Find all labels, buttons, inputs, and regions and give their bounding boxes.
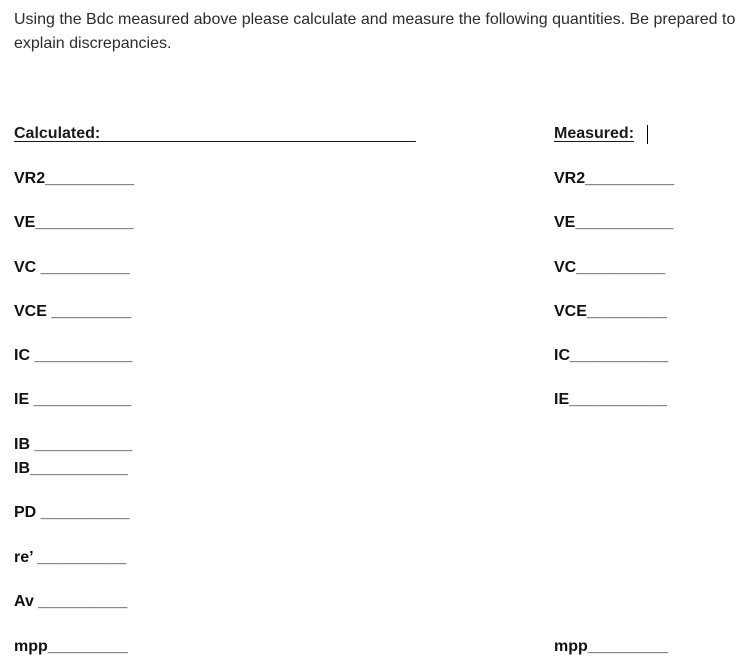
calc-pd-field[interactable]: PD __________ [14, 504, 130, 521]
meas-vce-field[interactable]: VCE_________ [554, 303, 667, 320]
calculated-heading: Calculated: [14, 125, 416, 142]
calc-ve-field[interactable]: VE___________ [14, 214, 134, 231]
meas-ve-field[interactable]: VE___________ [554, 214, 674, 231]
calc-ie-field[interactable]: IE ___________ [14, 391, 132, 408]
calc-av-field[interactable]: Av __________ [14, 593, 128, 610]
text-cursor [647, 125, 648, 144]
calc-vce-field[interactable]: VCE _________ [14, 303, 132, 320]
instructions-paragraph: Using the Bdc measured above please calculate and measure the following quantities. Be prepared to explain discrepancies. [14, 11, 736, 52]
calc-vr2-field[interactable]: VR2__________ [14, 170, 135, 187]
calc-ib-field[interactable]: IB ___________ [14, 436, 133, 453]
meas-vr2-field[interactable]: VR2__________ [554, 170, 675, 187]
meas-ic-field[interactable]: IC___________ [554, 347, 668, 364]
calc-re-field[interactable]: re’ __________ [14, 549, 127, 566]
calc-ib-field-second[interactable]: IB___________ [14, 460, 128, 477]
calc-ic-field[interactable]: IC ___________ [14, 347, 133, 364]
meas-mpp-field[interactable]: mpp_________ [554, 638, 668, 655]
calc-vc-field[interactable]: VC __________ [14, 259, 130, 276]
meas-vc-field[interactable]: VC__________ [554, 259, 666, 276]
measured-heading: Measured: [554, 125, 635, 142]
calc-mpp-field[interactable]: mpp_________ [14, 638, 128, 655]
meas-ie-field[interactable]: IE___________ [554, 391, 667, 408]
